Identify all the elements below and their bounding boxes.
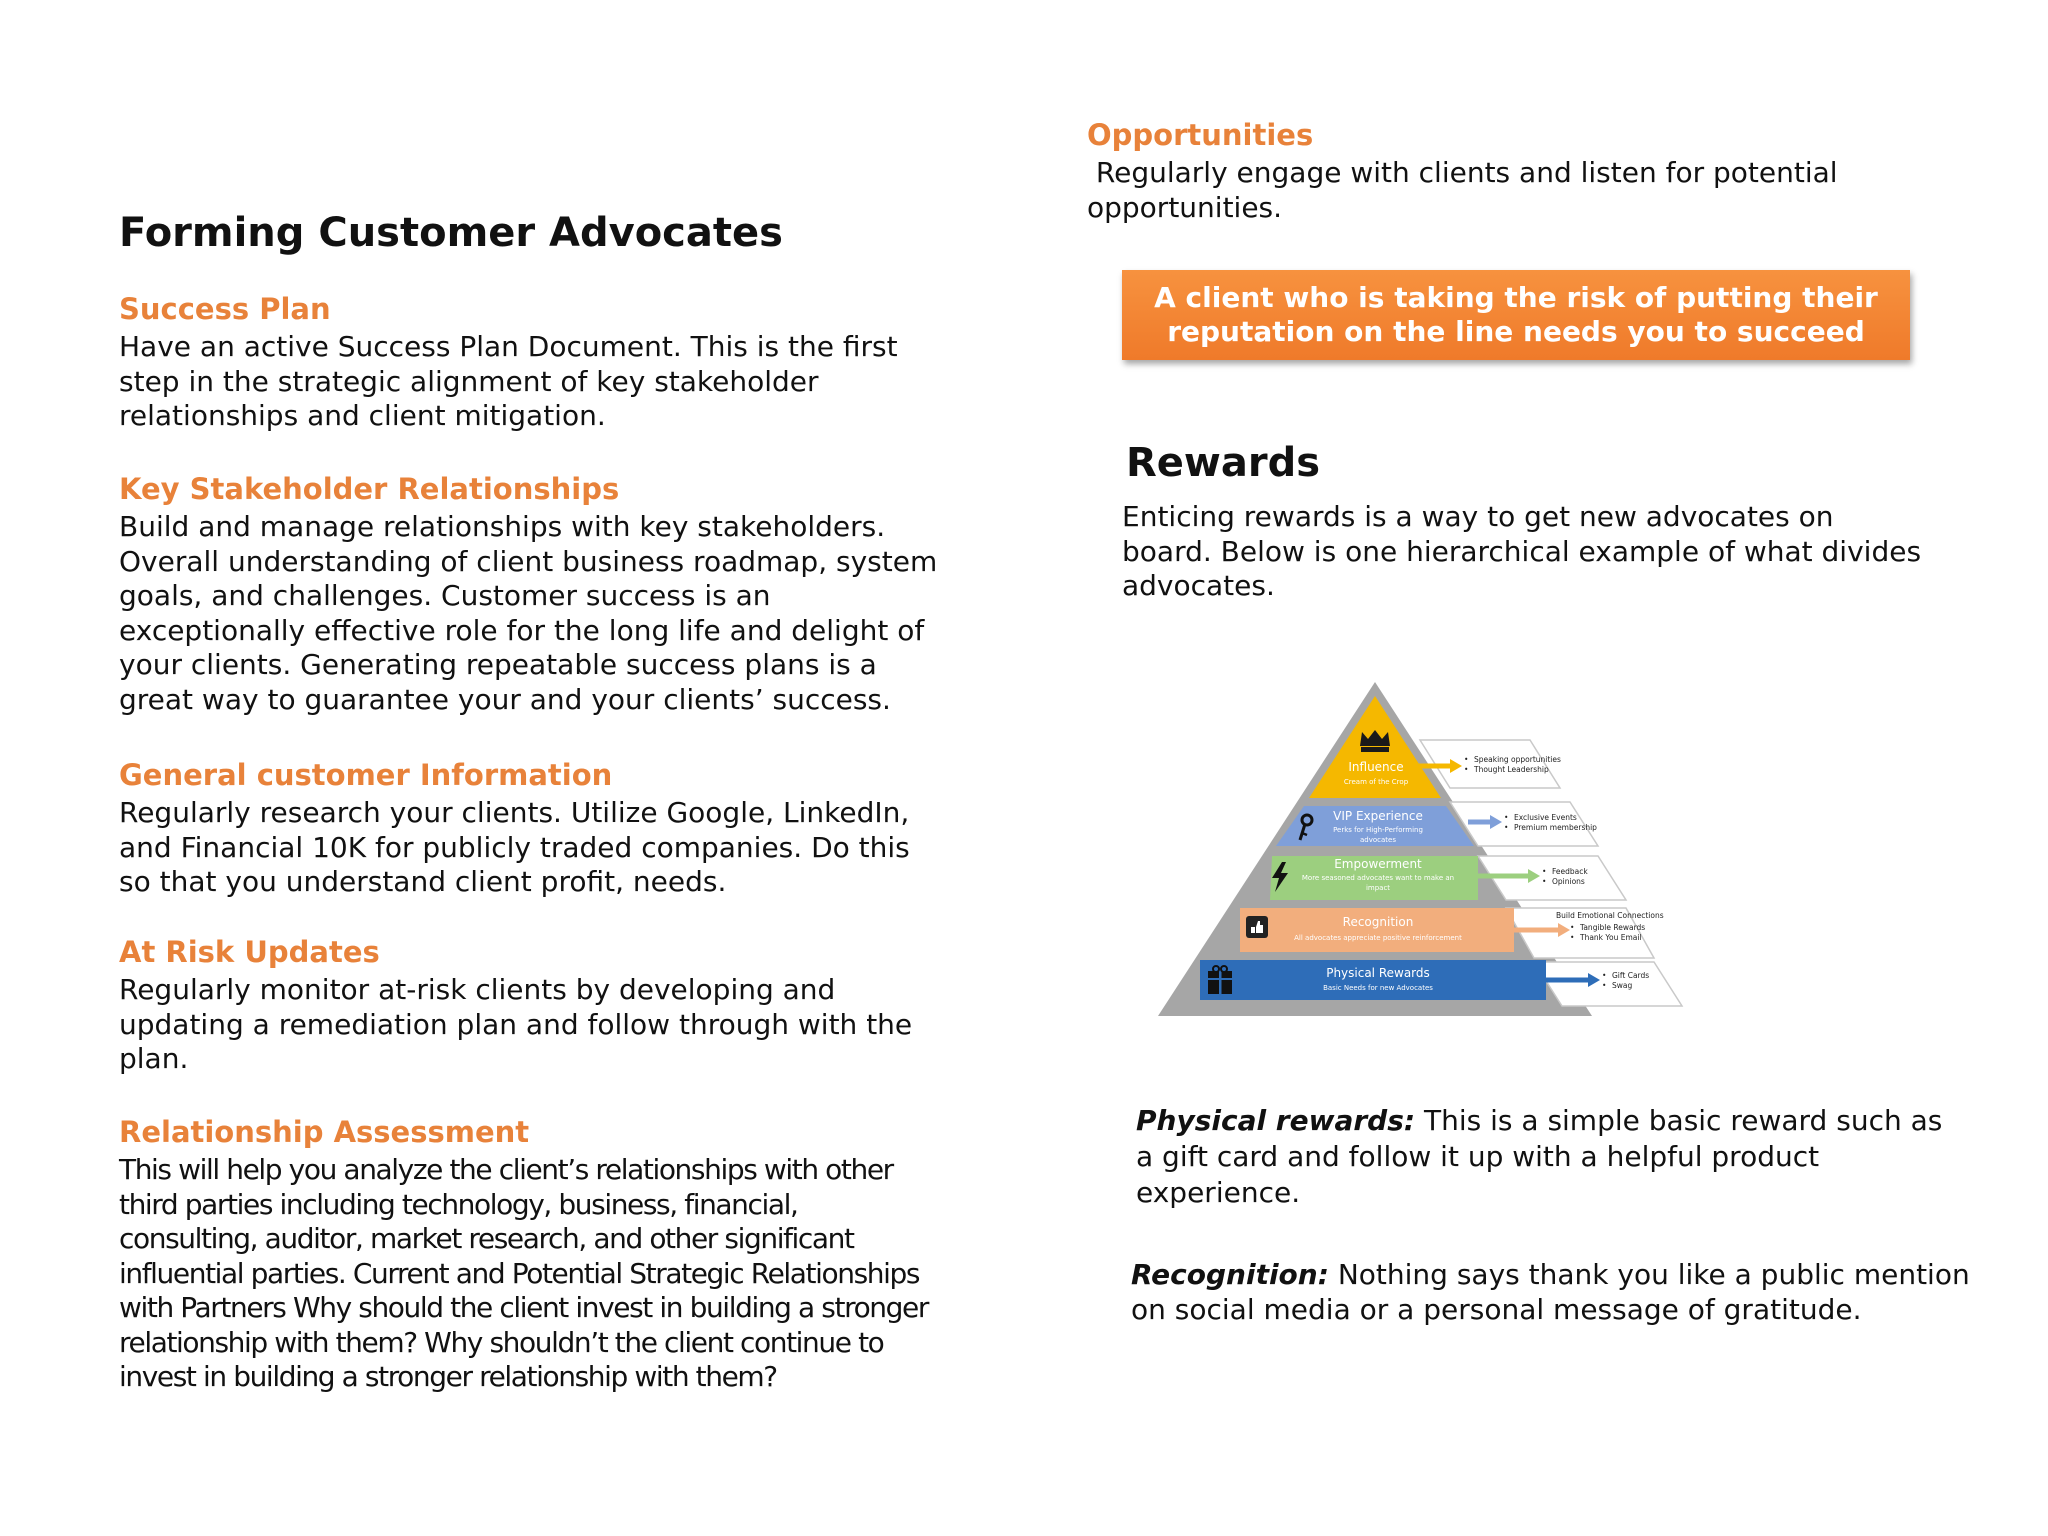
section-title: General customer Information: [119, 758, 613, 792]
svg-text:•: •: [1602, 971, 1607, 980]
level-sub: All advocates appreciate positive reinforcement: [1294, 934, 1462, 942]
bullet-text: Thought Leadership: [1474, 765, 1549, 774]
section-body: Regularly engage with clients and listen for potential opportunities.: [1087, 156, 1838, 224]
bullet-text: Opinions: [1552, 877, 1585, 886]
thumbs-up-icon: [1246, 916, 1268, 938]
svg-text:•: •: [1504, 813, 1509, 822]
callout-line: A client who is taking the risk of putting their: [1154, 281, 1878, 314]
bullet-text: Thank You Email: [1580, 933, 1642, 942]
svg-text:•: •: [1464, 765, 1469, 774]
section-title: Key Stakeholder Relationships: [119, 472, 620, 506]
level-sub: More seasoned advocates want to make an: [1301, 874, 1455, 882]
section-at-risk-updates: [119, 935, 949, 1077]
svg-text:•: •: [1570, 923, 1575, 932]
section-body: Regularly monitor at-risk clients by developing and updating a remediation plan and follow through with the plan.: [119, 973, 913, 1075]
level-name: Physical Rewards: [1326, 966, 1430, 980]
svg-text:•: •: [1570, 933, 1575, 942]
level-name: Recognition: [1342, 915, 1414, 929]
section-success-plan: [119, 292, 949, 434]
page-title: Forming Customer Advocates: [119, 210, 783, 256]
svg-text:•: •: [1464, 755, 1469, 764]
level-sub: Basic Needs for new Advocates: [1323, 984, 1433, 992]
bullet-header: Build Emotional Connections: [1556, 911, 1664, 920]
bullet-text: Premium membership: [1514, 823, 1597, 832]
section-general-customer-information: [119, 758, 949, 900]
section-relationship-assessment: [119, 1115, 979, 1395]
svg-text:•: •: [1542, 877, 1547, 886]
svg-text:•: •: [1542, 867, 1547, 876]
level-sub: advocates: [1360, 836, 1396, 844]
level-sub: Perks for High-Performing: [1333, 826, 1423, 834]
callout-banner: [1122, 270, 1910, 360]
svg-text:•: •: [1602, 981, 1607, 990]
bullet-text: Gift Cards: [1612, 971, 1650, 980]
section-title: At Risk Updates: [119, 935, 380, 969]
section-body: Regularly research your clients. Utilize Google, LinkedIn, and Financial 10K for publicly traded companies. Do this so that you understand client profit, needs.: [119, 796, 910, 898]
section-title: Opportunities: [1087, 118, 1314, 152]
section-opportunities: [1087, 118, 1907, 225]
bullet-text: Feedback: [1552, 867, 1588, 876]
svg-text:•: •: [1504, 823, 1509, 832]
physical-rewards-description: Physical rewards: This is a simple basic reward such as a gift card and follow it up with a helpful product experience.: [1136, 1104, 1943, 1209]
level-name: VIP Experience: [1333, 809, 1423, 823]
section-key-stakeholder-relationships: [119, 472, 949, 717]
level-name: Influence: [1348, 760, 1404, 774]
section-title: Success Plan: [119, 292, 331, 326]
physical-rewards-label: Physical rewards:: [1136, 1104, 1416, 1137]
level-sub: Cream of the Crop: [1343, 778, 1409, 786]
section-body: This will help you analyze the client’s relationships with other third parties including technology, business, financial, consulting, auditor, market research, and other significant influential parties. Current and Potential Strategic Relationships with Partners Why should the client invest in building a stronger relationship with them? Why shouldn’t the client continue to invest in building a stronger relationship with them?: [119, 1153, 928, 1393]
section-body: Build and manage relationships with key stakeholders. Overall understanding of client business roadmap, system goals, and challenges. Customer success is an exceptionally effective role for the long life and delight of your clients. Generating repeatable success plans is a great way to guarantee your and your clients’ success.: [119, 510, 938, 716]
recognition-label: Recognition:: [1131, 1258, 1329, 1291]
recognition-description: Recognition: Nothing says thank you like a public mention on social media or a personal message of gratitude.: [1131, 1258, 1970, 1326]
rewards-intro: Enticing rewards is a way to get new advocates on board. Below is one hierarchical example of what divides advocates.: [1122, 500, 1922, 602]
bullet-text: Speaking opportunities: [1474, 755, 1561, 764]
rewards-pyramid-diagram: [1150, 670, 1760, 1030]
bullet-text: Exclusive Events: [1514, 813, 1577, 822]
level-name: Empowerment: [1334, 857, 1422, 871]
section-body: Have an active Success Plan Document. This is the first step in the strategic alignment of key stakeholder relationships and client mitigation.: [119, 330, 898, 432]
level-sub: impact: [1365, 884, 1391, 892]
bullet-text: Tangible Rewards: [1580, 923, 1646, 932]
callout-line: reputation on the line needs you to succeed: [1167, 315, 1865, 348]
section-title: Relationship Assessment: [119, 1115, 530, 1149]
bullet-text: Swag: [1612, 981, 1633, 990]
rewards-heading: Rewards: [1126, 440, 1321, 486]
